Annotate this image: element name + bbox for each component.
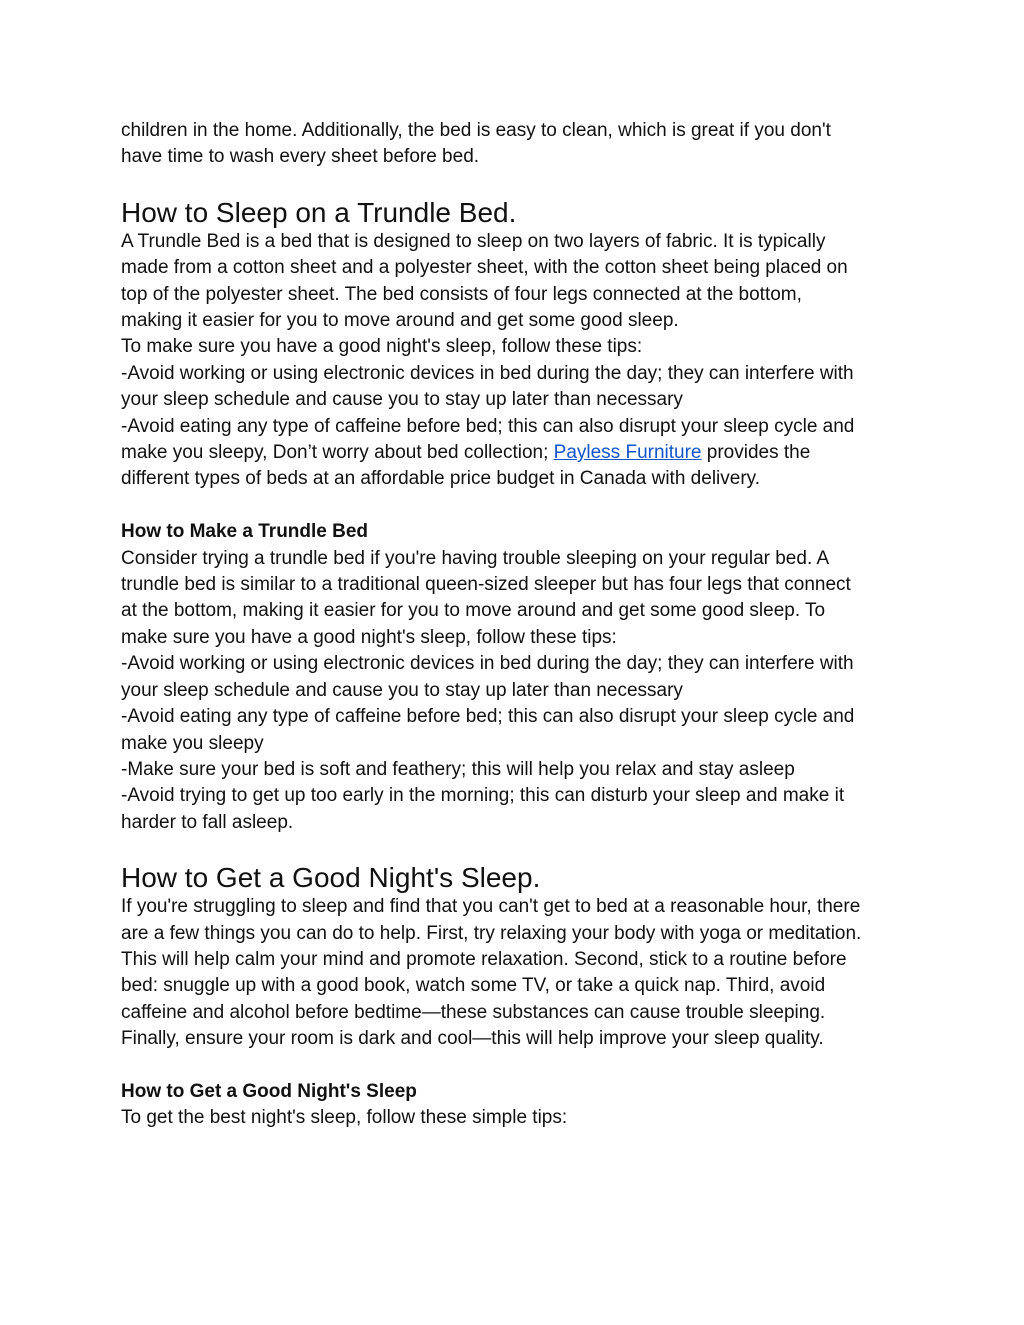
- document-page: [121, 118, 911, 1132]
- section-heading-make-trundle: How to Make a Trundle Bed: [121, 521, 369, 543]
- text-line: -Avoid trying to get up too early in the morning; this can disturb your sleep and make it: [121, 785, 845, 807]
- text-line: make you sleepy: [121, 732, 264, 754]
- text-line: -Avoid eating any type of caffeine before bed; this can also disrupt your sleep cycle and: [121, 415, 855, 437]
- link-line-before: make you sleepy, Don’t worry about bed collection;: [121, 442, 554, 464]
- text-line: make sure you have a good night's sleep, follow these tips:: [121, 626, 617, 648]
- text-line: made from a cotton sheet and a polyester sheet, with the cotton sheet being placed on: [121, 257, 848, 279]
- section-paragraph-make-trundle: [121, 546, 911, 836]
- text-line: This will help calm your mind and promote relaxation. Second, stick to a routine before: [121, 948, 847, 970]
- section-heading-sleep-trundle: How to Sleep on a Trundle Bed.: [121, 196, 517, 228]
- text-line: are a few things you can do to help. First, try relaxing your body with yoga or meditation.: [121, 922, 862, 944]
- section-heading-good-night-sleep-tips: How to Get a Good Night's Sleep: [121, 1080, 417, 1102]
- link-line-after: provides the: [701, 442, 811, 464]
- text-line: different types of beds at an affordable price budget in Canada with delivery.: [121, 468, 761, 490]
- text-line: caffeine and alcohol before bedtime—these substances can cause trouble sleeping.: [121, 1001, 826, 1023]
- text-line-with-link: [121, 440, 911, 466]
- text-line: -Make sure your bed is soft and feathery; this will help you relax and stay asleep: [121, 758, 795, 780]
- section-paragraph-good-night-sleep-tips: [121, 1105, 911, 1131]
- text-line: -Avoid working or using electronic devices in bed during the day; they can interfere with: [121, 362, 854, 384]
- text-line: harder to fall asleep.: [121, 811, 294, 833]
- text-line: To get the best night's sleep, follow these simple tips:: [121, 1107, 568, 1129]
- text-line: If you're struggling to sleep and find that you can't get to bed at a reasonable hour, there: [121, 896, 861, 918]
- section-heading-good-night-sleep: How to Get a Good Night's Sleep.: [121, 862, 541, 894]
- text-line: A Trundle Bed is a bed that is designed to sleep on two layers of fabric. It is typically: [121, 230, 826, 252]
- intro-paragraph: [121, 118, 911, 171]
- text-line: making it easier for you to move around and get some good sleep.: [121, 310, 679, 332]
- text-line: -Avoid working or using electronic devices in bed during the day; they can interfere with: [121, 653, 854, 675]
- text-line: have time to wash every sheet before bed.: [121, 146, 480, 168]
- text-line: Finally, ensure your room is dark and cool—this will help improve your sleep quality.: [121, 1028, 824, 1050]
- payless-furniture-link[interactable]: Payless Furniture: [553, 442, 702, 464]
- text-line: children in the home. Additionally, the bed is easy to clean, which is great if you don't: [121, 120, 831, 141]
- text-line: To make sure you have a good night's sleep, follow these tips:: [121, 336, 643, 358]
- text-line: -Avoid eating any type of caffeine before bed; this can also disrupt your sleep cycle and: [121, 706, 855, 728]
- text-line: your sleep schedule and cause you to stay up later than necessary: [121, 679, 683, 701]
- section-paragraph-good-night-sleep: [121, 894, 911, 1052]
- text-line: Consider trying a trundle bed if you're having trouble sleeping on your regular bed. A: [121, 547, 830, 569]
- text-line: trundle bed is similar to a traditional queen-sized sleeper but has four legs that connect: [121, 574, 851, 596]
- section-paragraph-sleep-trundle: [121, 229, 911, 493]
- text-line: bed: snuggle up with a good book, watch some TV, or take a quick nap. Third, avoid: [121, 975, 826, 997]
- text-line: your sleep schedule and cause you to stay up later than necessary: [121, 389, 683, 411]
- text-line: top of the polyester sheet. The bed consists of four legs connected at the bottom,: [121, 283, 802, 305]
- text-line: at the bottom, making it easier for you to move around and get some good sleep. To: [121, 600, 826, 622]
